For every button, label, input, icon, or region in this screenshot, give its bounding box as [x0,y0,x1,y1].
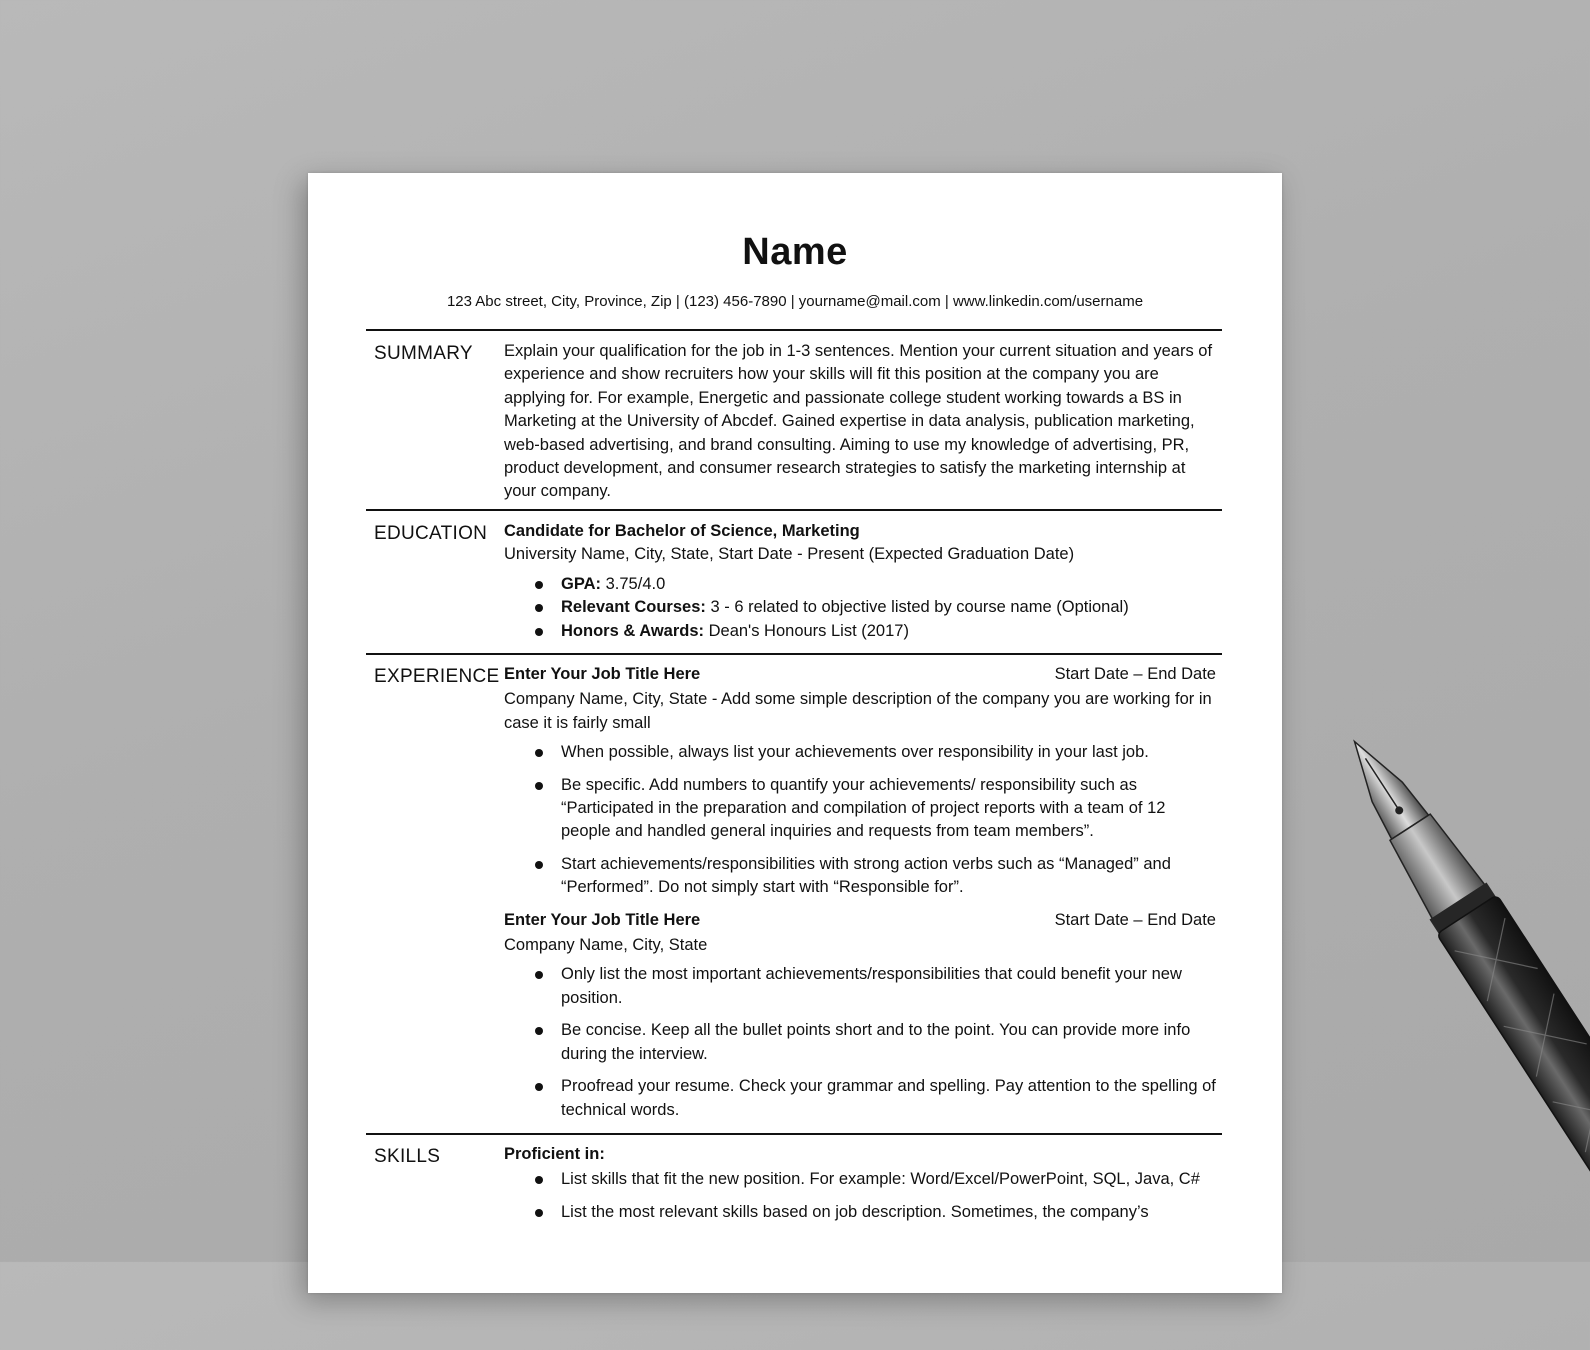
skills-heading: SKILLS [374,1146,441,1167]
education-list [504,573,1216,643]
list-item: Be specific. Add numbers to quantify your achievements/ responsibility such as “Participated in the preparation and compilation of project reports with a team of 12 people and handled general inquiries and requests from team members”. [504,774,1216,844]
company-line: Company Name, City, State - Add some simple description of the company you are working for in case it is fairly small [504,690,1212,732]
resume-page [308,173,1282,1293]
item-value: Dean's Honours List (2017) [704,621,909,640]
job-bullets [504,741,1216,899]
item-key: Honors & Awards: [561,621,705,640]
skills-subheading: Proficient in: [504,1145,605,1163]
list-item: Proofread your resume. Check your grammar and spelling. Pay attention to the spelling of technical words. [504,1075,1216,1122]
item-key: Relevant Courses: [561,598,706,617]
job-dates: Start Date – End Date [1054,910,1216,929]
list-item: When possible, always list your achievements over responsibility in your last job. [504,741,1216,764]
job-header [504,663,1216,686]
list-item: Be concise. Keep all the bullet points short and to the point. You can provide more info during the interview. [504,1019,1216,1066]
education-heading: EDUCATION [374,523,488,544]
list-item [504,620,1216,643]
section-divider [366,1133,1222,1135]
job-dates: Start Date – End Date [1054,665,1216,683]
contact-line: 123 Abc street, City, Province, Zip | (123) 456-7890 | yourname@mail.com | www.linkedin.com/username [446,293,1144,310]
list-item: Only list the most important achievements/responsibilities that could benefit your new position. [504,963,1216,1010]
skills-list [504,1168,1216,1224]
job-title: Enter Your Job Title Here [504,665,701,683]
list-item [504,596,1216,619]
section-divider [366,509,1222,511]
list-item [504,573,1216,596]
item-value: 3.75/4.0 [601,574,666,593]
item-key: GPA: [561,574,602,593]
list-item: List skills that fit the new position. For example: Word/Excel/PowerPoint, SQL, Java, C# [504,1168,1216,1191]
school-line: University Name, City, State, Start Date - Present (Expected Graduation Date) [504,545,1075,564]
degree-title: Candidate for Bachelor of Science, Marketing [504,522,860,540]
job-title: Enter Your Job Title Here [504,910,701,929]
experience-heading: EXPERIENCE [374,666,500,687]
job-bullets [504,963,1216,1121]
list-item: List the most relevant skills based on job description. Sometimes, the company’s [504,1201,1216,1224]
list-item: Start achievements/responsibilities with strong action verbs such as “Managed” and “Performed”. Do not simply start with “Responsible for”. [504,853,1216,900]
section-divider [366,329,1222,331]
job-header [504,909,1216,932]
fountain-pen-image [1300,730,1590,1350]
section-divider [366,653,1222,655]
item-value: 3 - 6 related to objective listed by course name (Optional) [705,598,1129,617]
education-section [504,520,1216,643]
company-line: Company Name, City, State [504,936,708,955]
skills-section [504,1143,1216,1233]
summary-section [504,340,1216,504]
resume-name: Name [742,231,848,273]
experience-section [504,663,1216,1131]
summary-text: Explain your qualification for the job in 1-3 sentences. Mention your current situation and years of experience and show recruiters how your skills will fit this position at the company you are applying for. For example, Energetic and passionate college student working towards a BS in Marketing at the University of Abcdef. Gained expertise in data analysis, publication marketing, web-based advertising, and brand consulting. Aiming to use my knowledge of advertising, PR, product development, and consumer research strategies to satisfy the marketing internship at your company. [504,342,1213,501]
summary-heading: SUMMARY [374,343,473,364]
